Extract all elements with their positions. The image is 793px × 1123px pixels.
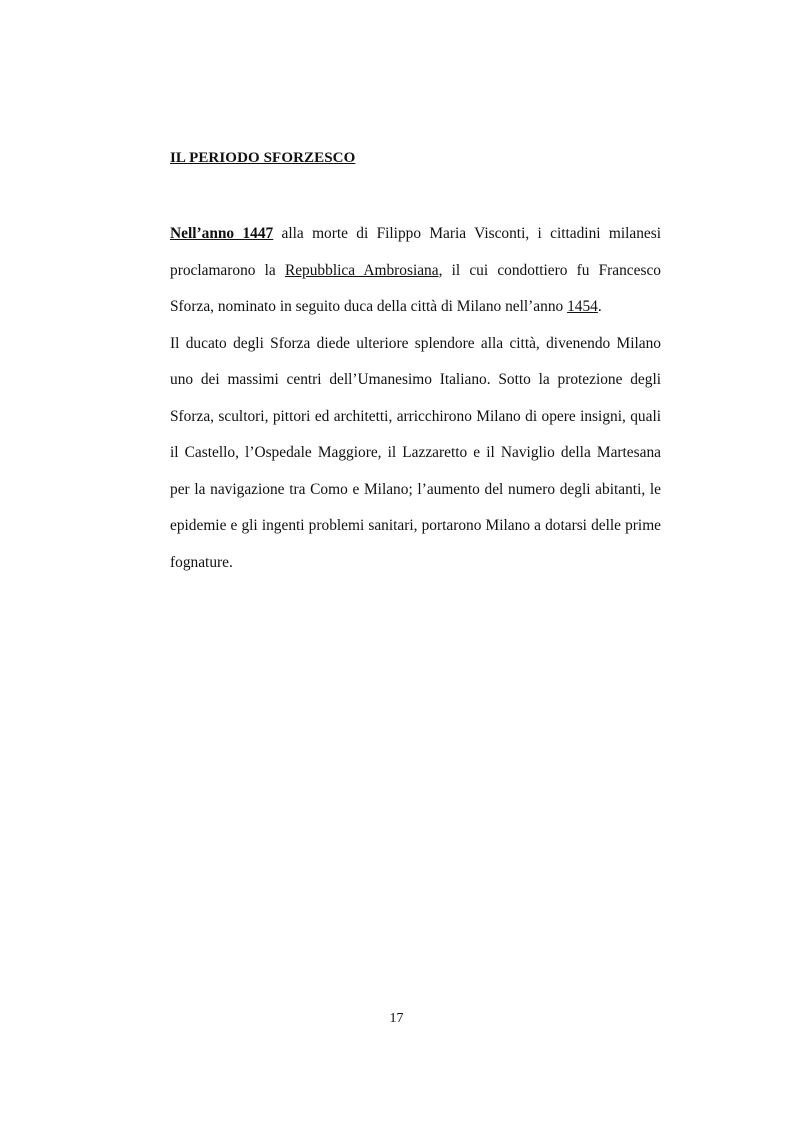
section-heading: IL PERIODO SFORZESCO bbox=[170, 150, 356, 166]
page-number: 17 bbox=[389, 1011, 404, 1026]
lead-date: Nell’anno 1447 bbox=[170, 225, 274, 242]
paragraph-1-text-2: , il cui condottiero fu Francesco Sforza, nominato in seguito duca della città di Milano nell’anno bbox=[170, 261, 661, 315]
republic-reference: Repubblica Ambrosiana bbox=[284, 261, 439, 279]
paragraph-1 bbox=[170, 216, 661, 326]
year-reference: 1454 bbox=[567, 298, 598, 315]
paragraph-1-text-1: alla morte di Filippo Maria Visconti, i cittadini milanesi proclamarono la bbox=[170, 225, 661, 279]
paragraph-2: Il ducato degli Sforza diede ulteriore splendore alla città, divenendo Milano uno dei massimi centri dell’Umanesimo Italiano. Sotto la protezione degli Sforza, scultori, pittori ed architetti, arricchirono Milano di opere insigni, quali il Castello, l’Ospedale Maggiore, il Lazzaretto e il Naviglio della Martesana per la navigazione tra Como e Milano; l’aumento del numero degli abitanti, le epidemie e gli ingenti problemi sanitari, portarono Milano a dotarsi delle prime fognature. bbox=[170, 334, 661, 571]
body-text bbox=[170, 216, 661, 581]
paragraph-1-text-3: . bbox=[597, 298, 602, 315]
